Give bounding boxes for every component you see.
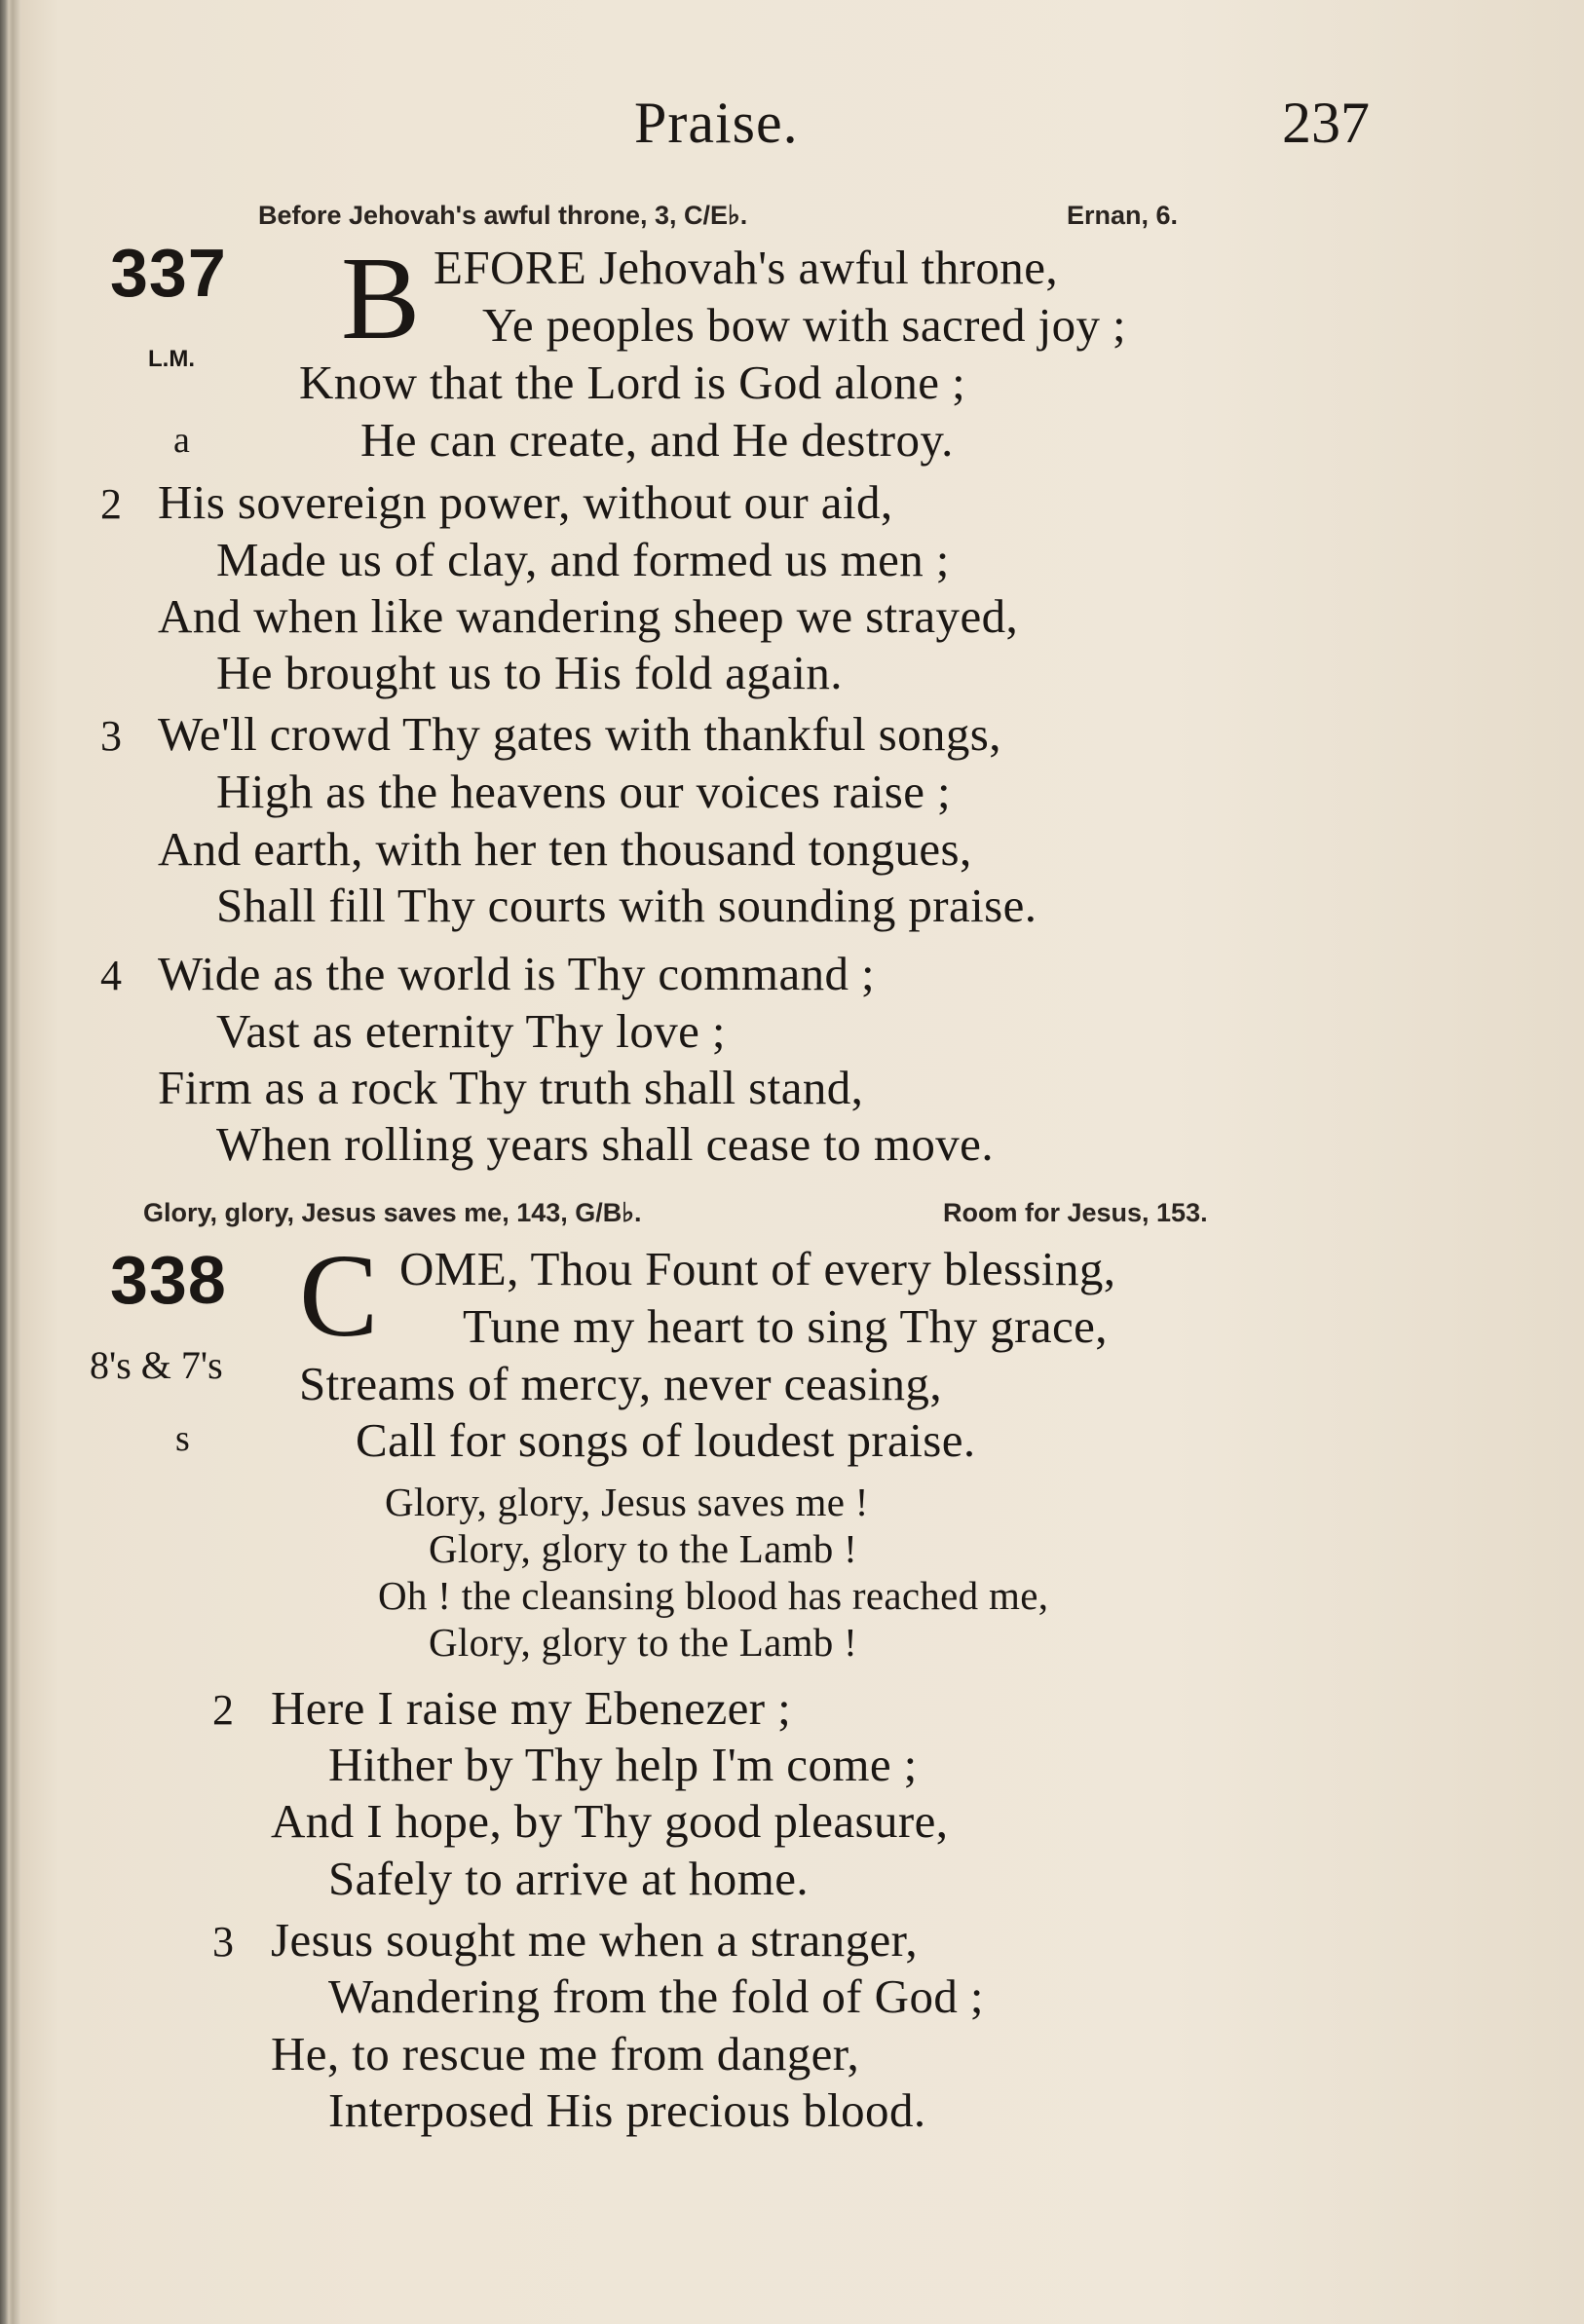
verse-line: Here I raise my Ebenezer ;: [271, 1681, 792, 1735]
verse-line: And I hope, by Thy good pleasure,: [271, 1794, 949, 1848]
chorus-line: Glory, glory to the Lamb !: [429, 1526, 858, 1571]
verse-line: OME, Thou Fount of every blessing,: [399, 1242, 1116, 1295]
verse-number: 3: [212, 1918, 234, 1966]
verse-line: His sovereign power, without our aid,: [158, 475, 893, 529]
hymn-number: 338: [110, 1242, 227, 1318]
chorus-line: Glory, glory to the Lamb !: [429, 1620, 858, 1665]
hymn-meter: 8's & 7's: [90, 1343, 223, 1387]
page-title: Praise.: [634, 91, 799, 155]
verse-line: Wide as the world is Thy command ;: [158, 947, 876, 1000]
key-mark: s: [175, 1418, 190, 1459]
verse-line: Know that the Lord is God alone ;: [299, 356, 966, 409]
verse-line: We'll crowd Thy gates with thankful songs,: [158, 707, 1001, 761]
tune-reference-right: Room for Jesus, 153.: [943, 1198, 1208, 1227]
drop-cap: B: [341, 233, 421, 364]
tune-reference-left: Glory, glory, Jesus saves me, 143, G/B♭.: [143, 1198, 642, 1227]
verse-line: And when like wandering sheep we strayed,: [158, 589, 1019, 643]
verse-number: 4: [100, 952, 122, 999]
verse-line: Made us of clay, and formed us men ;: [216, 533, 950, 586]
key-mark: a: [173, 420, 190, 461]
verse-line: Hither by Thy help I'm come ;: [328, 1738, 918, 1791]
tune-reference-left: Before Jehovah's awful throne, 3, C/E♭.: [258, 201, 748, 230]
verse-line: Call for songs of loudest praise.: [356, 1413, 976, 1467]
hymn-meter: L.M.: [148, 346, 195, 372]
chorus-line: Oh ! the cleansing blood has reached me,: [378, 1573, 1049, 1618]
verse-line: He brought us to His fold again.: [216, 646, 843, 699]
hymn-number: 337: [110, 235, 227, 311]
verse-line: Vast as eternity Thy love ;: [216, 1004, 726, 1058]
verse-line: He can create, and He destroy.: [360, 413, 954, 467]
verse-line: Jesus sought me when a stranger,: [271, 1913, 919, 1967]
page-number: 237: [1282, 91, 1370, 155]
verse-line: Firm as a rock Thy truth shall stand,: [158, 1061, 864, 1114]
book-spine: [0, 0, 21, 2324]
verse-line: Tune my heart to sing Thy grace,: [463, 1299, 1108, 1353]
verse-line: Wandering from the fold of God ;: [328, 1969, 984, 2023]
verse-line: He, to rescue me from danger,: [271, 2027, 860, 2080]
verse-line: Safely to arrive at home.: [328, 1852, 810, 1905]
verse-number: 2: [212, 1686, 234, 1734]
verse-line: EFORE Jehovah's awful throne,: [434, 241, 1058, 294]
verse-line: When rolling years shall cease to move.: [216, 1117, 994, 1171]
verse-line: Ye peoples bow with sacred joy ;: [482, 298, 1127, 352]
verse-number: 3: [100, 712, 122, 760]
verse-line: High as the heavens our voices raise ;: [216, 765, 952, 818]
verse-line: And earth, with her ten thousand tongues,: [158, 822, 972, 876]
chorus-line: Glory, glory, Jesus saves me !: [385, 1480, 869, 1524]
verse-line: Streams of mercy, never ceasing,: [299, 1357, 942, 1410]
verse-line: Shall fill Thy courts with sounding praise.: [216, 879, 1037, 932]
tune-reference-right: Ernan, 6.: [1067, 201, 1179, 230]
drop-cap: C: [299, 1230, 379, 1362]
verse-line: Interposed His precious blood.: [328, 2083, 926, 2137]
verse-number: 2: [100, 480, 122, 528]
